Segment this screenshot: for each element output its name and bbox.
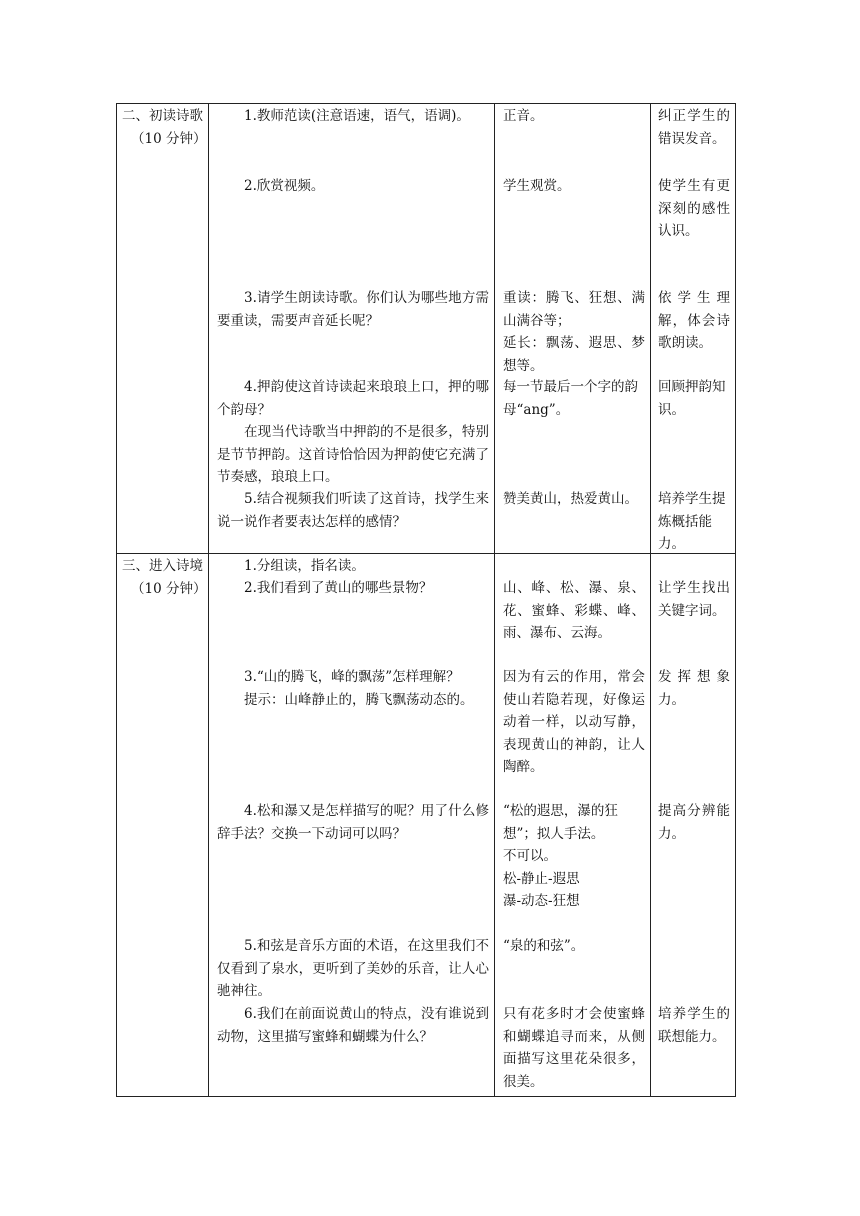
stage-label bbox=[122, 105, 207, 150]
table-row-section-2 bbox=[117, 104, 736, 554]
teacher-activity: 4.松和瀑又是怎样描写的呢？用了什么修辞手法？交换一下动词可以吗？ bbox=[217, 803, 489, 842]
stage-name: 二、初读诗歌 bbox=[122, 108, 203, 124]
teacher-activity: 1.分组读，指名读。 bbox=[244, 558, 365, 574]
teacher-activity: 4.押韵使这首诗读起来琅琅上口，押的哪个韵母？ 在现当代诗歌当中押韵的不是很多，特别是节节押韵。这首诗恰恰因为押韵使它充满了节奏感，琅琅上口。 bbox=[217, 379, 489, 485]
design-intent: 让学生找出关键字词。 bbox=[658, 580, 730, 619]
stage-time: （10 分钟） bbox=[131, 130, 207, 147]
student-activity: 每一节最后一个字的韵母“ang”。 bbox=[503, 379, 638, 418]
teacher-activity: 3.“山的腾飞，峰的飘荡”怎样理解？ 提示：山峰静止的，腾飞飘荡动态的。 bbox=[244, 669, 474, 708]
student-activity: 正音。 bbox=[503, 108, 544, 124]
teacher-activity: 5.结合视频我们听读了这首诗，找学生来说一说作者要表达怎样的感情？ bbox=[217, 491, 489, 530]
teacher-activity: 6.我们在前面说黄山的特点，没有谁说到动物，这里描写蜜蜂和蝴蝶为什么？ bbox=[217, 1006, 489, 1045]
teacher-activity: 3.请学生朗读诗歌。你们认为哪些地方需要重读，需要声音延长呢？ bbox=[217, 290, 489, 329]
design-intent: 发挥想象力。 bbox=[658, 669, 730, 708]
design-intent: 培养学生提炼概括能力。 bbox=[658, 491, 726, 552]
teacher-activity: 5.和弦是音乐方面的术语，在这里我们不仅看到了泉水，更听到了美妙的乐音，让人心驰神往。 bbox=[217, 938, 489, 999]
design-intent: 回顾押韵知识。 bbox=[658, 379, 726, 418]
design-intent: 纠正学生的错误发音。 bbox=[658, 108, 730, 147]
student-activity: “松的遐思，瀑的狂想”；拟人手法。 不可以。 松-静止-遐思 瀑-动态-狂想 bbox=[503, 803, 618, 909]
student-activity: 学生观赏。 bbox=[503, 178, 571, 194]
student-activity: 山、峰、松、瀑、泉、花、蜜蜂、彩蝶、峰、雨、瀑布、云海。 bbox=[503, 580, 645, 641]
stage-label bbox=[122, 555, 207, 600]
stage-time: （10 分钟） bbox=[131, 580, 207, 597]
stage-name: 三、进入诗境 bbox=[122, 558, 203, 574]
teacher-activity: 1.教师范读(注意语速，语气，语调)。 bbox=[244, 108, 470, 124]
teacher-activity: 2.欣赏视频。 bbox=[244, 178, 325, 194]
teacher-activity: 2.我们看到了黄山的哪些景物？ bbox=[244, 580, 433, 596]
table-row-section-3 bbox=[117, 554, 736, 1097]
student-activity: 只有花多时才会使蜜蜂和蝴蝶追寻而来，从侧面描写这里花朵很多，很美。 bbox=[503, 1006, 645, 1090]
student-activity: “泉的和弦”。 bbox=[503, 938, 585, 954]
design-intent: 依学生理解，体会诗歌朗读。 bbox=[658, 290, 730, 351]
student-activity: 因为有云的作用，常会使山若隐若现，好像运动着一样，以动写静，表现黄山的神韵，让人陶醉。 bbox=[503, 669, 645, 775]
student-activity: 赞美黄山，热爱黄山。 bbox=[503, 491, 638, 507]
lesson-plan-table bbox=[116, 103, 736, 1097]
design-intent: 培养学生的联想能力。 bbox=[658, 1006, 730, 1045]
design-intent: 提高分辨能力。 bbox=[658, 803, 730, 842]
design-intent: 使学生有更深刻的感性认识。 bbox=[658, 178, 730, 239]
student-activity: 重读：腾飞、狂想、满山满谷等； 延长：飘荡、遐思、梦想等。 bbox=[503, 290, 645, 374]
